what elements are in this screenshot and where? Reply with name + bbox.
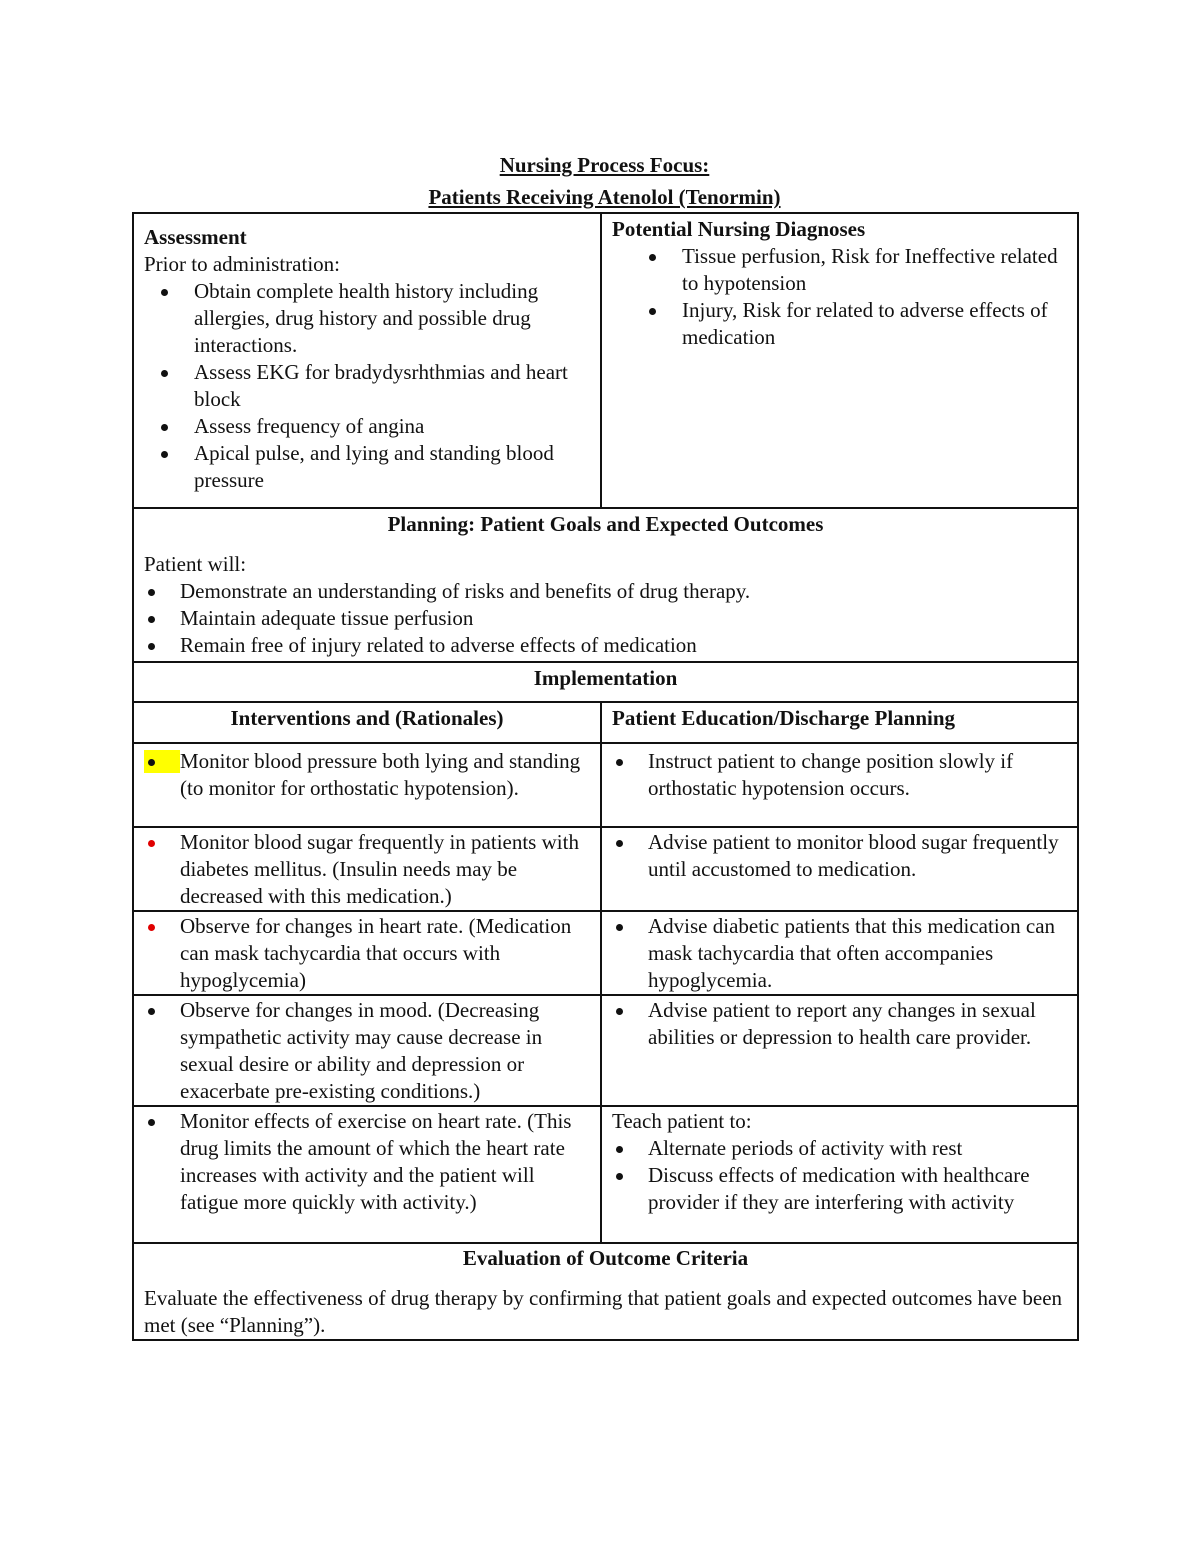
evaluation-heading: Evaluation of Outcome Criteria bbox=[462, 1246, 749, 1270]
education-column-header: Patient Education/Discharge Planning bbox=[601, 702, 1078, 743]
assessment-item: Obtain complete health history including allergies, drug history and possible drug interactions. bbox=[144, 278, 590, 359]
diagnoses-heading: Potential Nursing Diagnoses bbox=[612, 217, 866, 241]
intervention-list bbox=[144, 748, 590, 802]
intervention-cell bbox=[133, 743, 601, 827]
planning-row bbox=[133, 508, 1078, 662]
assessment-heading: Assessment bbox=[144, 225, 247, 249]
education-list bbox=[612, 913, 1067, 994]
intervention-item: Observe for changes in heart rate. (Medication can mask tachycardia that occurs with hypoglycemia) bbox=[144, 913, 590, 994]
education-list bbox=[612, 1135, 1067, 1216]
education-item: Advise patient to monitor blood sugar frequently until accustomed to medication. bbox=[612, 829, 1067, 883]
implementation-heading: Implementation bbox=[133, 662, 1078, 702]
assessment-item: Assess frequency of angina bbox=[144, 413, 590, 440]
intervention-cell bbox=[133, 827, 601, 911]
intervention-list bbox=[144, 997, 590, 1105]
planning-cell bbox=[133, 508, 1078, 662]
education-cell bbox=[601, 827, 1078, 911]
implementation-row bbox=[133, 995, 1078, 1106]
implementation-heading-row bbox=[133, 662, 1078, 702]
assessment-row bbox=[133, 213, 1078, 508]
assessment-intro: Prior to administration: bbox=[144, 252, 340, 276]
education-intro: Teach patient to: bbox=[612, 1109, 752, 1133]
education-cell bbox=[601, 743, 1078, 827]
intervention-cell bbox=[133, 1106, 601, 1243]
education-item: Alternate periods of activity with rest bbox=[612, 1135, 1067, 1162]
assessment-item: Apical pulse, and lying and standing blood pressure bbox=[144, 440, 590, 494]
education-cell bbox=[601, 995, 1078, 1106]
intervention-item: Observe for changes in mood. (Decreasing sympathetic activity may cause decrease in sexual desire or ability and depression or exacerbate pre-existing conditions.) bbox=[144, 997, 590, 1105]
diagnosis-item: Tissue perfusion, Risk for Ineffective related to hypotension bbox=[632, 243, 1067, 297]
education-item: Advise patient to report any changes in sexual abilities or depression to health care provider. bbox=[612, 997, 1067, 1051]
intervention-item bbox=[144, 748, 590, 802]
diagnoses-cell bbox=[601, 213, 1078, 508]
assessment-list bbox=[144, 278, 590, 494]
evaluation-row bbox=[133, 1243, 1078, 1340]
nursing-process-table bbox=[132, 212, 1079, 1341]
implementation-row bbox=[133, 743, 1078, 827]
education-item: Advise diabetic patients that this medication can mask tachycardia that often accompanies hypoglycemia. bbox=[612, 913, 1067, 994]
intervention-text: Monitor blood pressure both lying and standing (to monitor for orthostatic hypotension). bbox=[180, 749, 581, 800]
implementation-row bbox=[133, 827, 1078, 911]
planning-list bbox=[144, 578, 1067, 659]
intervention-list bbox=[144, 913, 590, 994]
planning-heading: Planning: Patient Goals and Expected Outcomes bbox=[387, 512, 824, 536]
education-item: Instruct patient to change position slowly if orthostatic hypotension occurs. bbox=[612, 748, 1067, 802]
assessment-item: Assess EKG for bradydysrhthmias and heart block bbox=[144, 359, 590, 413]
diagnoses-list bbox=[612, 243, 1067, 351]
planning-intro: Patient will: bbox=[144, 552, 247, 576]
planning-item: Remain free of injury related to adverse effects of medication bbox=[144, 632, 1067, 659]
implementation-columns-row bbox=[133, 702, 1078, 743]
planning-item: Demonstrate an understanding of risks and benefits of drug therapy. bbox=[144, 578, 1067, 605]
evaluation-cell bbox=[133, 1243, 1078, 1340]
education-list bbox=[612, 997, 1067, 1051]
document-title bbox=[132, 150, 1077, 208]
intervention-item: Monitor blood sugar frequently in patients with diabetes mellitus. (Insulin needs may be decreased with this medication.) bbox=[144, 829, 590, 910]
title-line-1: Nursing Process Focus: bbox=[499, 153, 710, 177]
highlight-mark bbox=[144, 750, 180, 773]
intervention-cell bbox=[133, 995, 601, 1106]
education-cell bbox=[601, 911, 1078, 995]
implementation-row bbox=[133, 911, 1078, 995]
intervention-list bbox=[144, 829, 590, 910]
education-cell bbox=[601, 1106, 1078, 1243]
diagnosis-item: Injury, Risk for related to adverse effects of medication bbox=[632, 297, 1067, 351]
planning-item: Maintain adequate tissue perfusion bbox=[144, 605, 1067, 632]
intervention-item: Monitor effects of exercise on heart rate. (This drug limits the amount of which the heart rate increases with activity and the patient will fatigue more quickly with activity.) bbox=[144, 1108, 590, 1216]
assessment-cell bbox=[133, 213, 601, 508]
intervention-list bbox=[144, 1108, 590, 1216]
education-list bbox=[612, 748, 1067, 802]
title-line-2: Patients Receiving Atenolol (Tenormin) bbox=[428, 185, 781, 209]
interventions-column-header: Interventions and (Rationales) bbox=[133, 702, 601, 743]
education-item: Discuss effects of medication with healthcare provider if they are interfering with activity bbox=[612, 1162, 1067, 1216]
education-list bbox=[612, 829, 1067, 883]
intervention-cell bbox=[133, 911, 601, 995]
implementation-row bbox=[133, 1106, 1078, 1243]
evaluation-text: Evaluate the effectiveness of drug therapy by confirming that patient goals and expected outcomes have been met (see “Planning”). bbox=[144, 1286, 1063, 1337]
